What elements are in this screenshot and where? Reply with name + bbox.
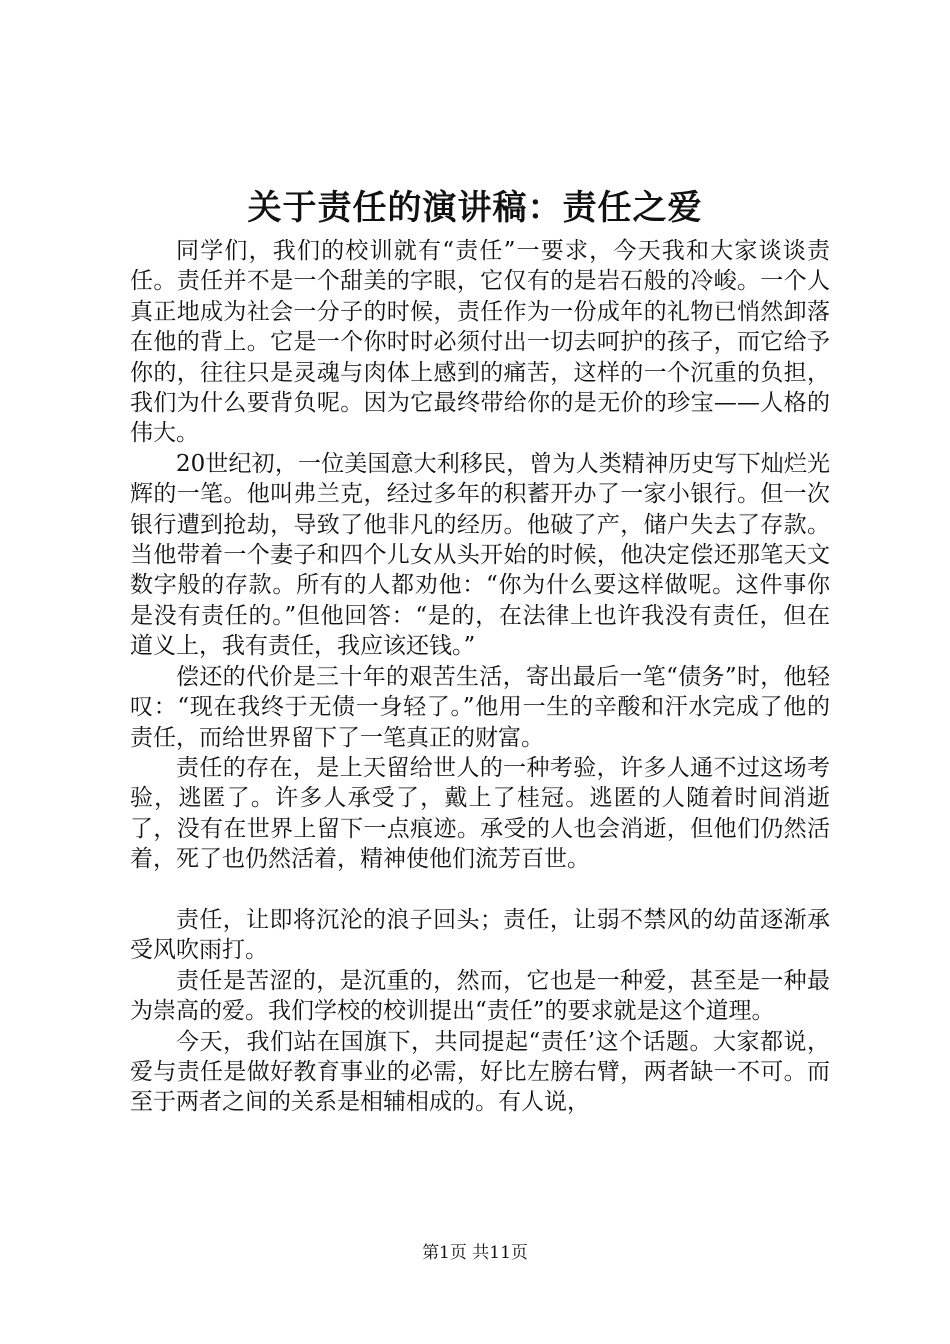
paragraph: 责任，让即将沉沦的浪子回头；责任，让弱不禁风的幼苗逐渐承受风吹雨打。 — [130, 906, 830, 964]
paragraph: 责任是苦涩的，是沉重的，然而，它也是一种爱，甚至是一种最为崇高的爱。我们学校的校训提出“责任”的要求就是这个道理。 — [130, 967, 830, 1025]
document-body — [130, 236, 830, 1118]
paragraph: 同学们，我们的校训就有“责任”一要求，今天我和大家谈谈责任。责任并不是一个甜美的字眼，它仅有的是岩石般的冷峻。一个人真正地成为社会一分子的时候，责任作为一份成年的礼物已悄然卸落在他的背上。它是一个你时时必须付出一切去呵护的孩子，而它给予你的，往往只是灵魂与肉体上感到的痛苦，这样的一个沉重的负担，我们为什么要背负呢。因为它最终带给你的是无价的珍宝——人格的伟大。 — [130, 238, 830, 447]
paragraph: 今天，我们站在国旗下，共同提起“责任’这个话题。大家都说，爱与责任是做好教育事业的必需，好比左膀右臂，两者缺一不可。而至于两者之间的关系是相辅相成的。有人说， — [130, 1028, 830, 1116]
paragraph: 偿还的代价是三十年的艰苦生活，寄出最后一笔“债务”时，他轻叹：“现在我终于无债一身轻了。”他用一生的辛酸和汗水完成了他的责任，而给世界留下了一笔真正的财富。 — [130, 663, 830, 751]
page-footer: 第1页 共11页 — [422, 1243, 528, 1263]
document-title: 关于责任的演讲稿：责任之爱 — [247, 188, 703, 228]
paragraph: 责任的存在，是上天留给世人的一种考验，许多人通不过这场考验，逃匿了。许多人承受了，戴上了桂冠。逃匿的人随着时间消逝了，没有在世界上留下一点痕迹。承受的人也会消逝，但他们仍然活着，死了也仍然活着，精神使他们流芳百世。 — [130, 754, 830, 873]
paragraph: 20世纪初，一位美国意大利移民，曾为人类精神历史写下灿烂光辉的一笔。他叫弗兰克，经过多年的积蓄开办了一家小银行。但一次银行遭到抢劫，导致了他非凡的经历。他破了产，储户失去了存款。当他带着一个妻子和四个儿女从头开始的时候，他决定偿还那笔天文数字般的存款。所有的人都劝他：“你为什么要这样做呢。这件事你是没有责任的。”但他回答：“是的，在法律上也许我没有责任，但在道义上，我有责任，我应该还钱。” — [130, 450, 830, 660]
paragraph-spacer — [130, 875, 830, 905]
